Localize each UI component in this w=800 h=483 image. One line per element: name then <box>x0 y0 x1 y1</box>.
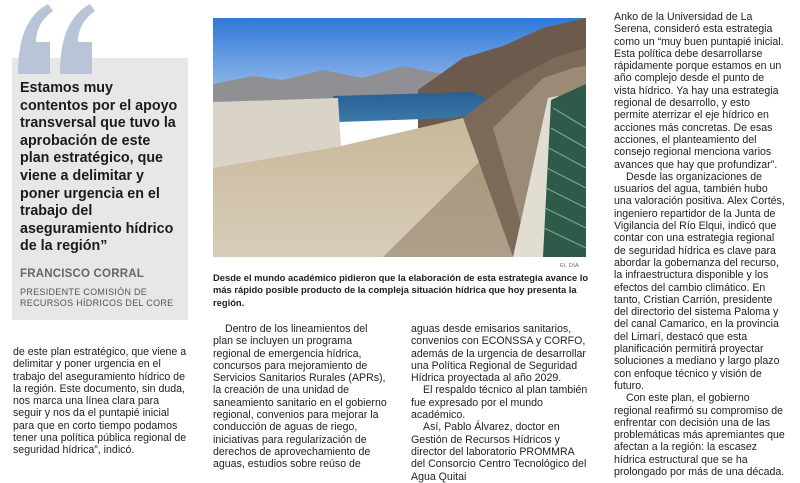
paragraph: Desde las organizaciones de usuarios del agua, también hubo una valoración positiva. Alex Cortés, ingeniero repartidor de la Junta de Vigilancia del Río Elqui, indicó que contar con una estrategia regional de seguridad hídrica es clave para abordar la gobernanza del recurso, la infraestructura disponible y los efectos del cambio climático. En tanto, Cristian Carrión, presidente del directorio del sistema Paloma y del canal Camarico, en la provincia del Limarí, destacó que esta planificación permitirá proyectar soluciones a mediano y largo plazo con enfoque técnico y visión de futuro. <box>614 170 785 392</box>
photo-credit: EL DÍA <box>560 263 580 269</box>
quote-mark-left <box>18 4 53 74</box>
article-column-1 <box>13 346 189 457</box>
article-column-3 <box>411 323 591 483</box>
photo-caption: Desde el mundo académico pidieron que la elaboración de esta estrategia avance lo más rápido posible producto de la compleja situación hídrica que hoy presenta la región. <box>213 272 589 308</box>
quote-mark-right <box>60 4 95 74</box>
quote-author: FRANCISCO CORRAL <box>20 268 144 280</box>
paragraph: Con este plan, el gobierno regional reafirmó su compromiso de enfrentar con decisión una de las problemáticas más apremiantes que afectan a la región: la escasez hídrica estructural que se ha prolongado por más de una década. <box>614 392 785 478</box>
article-column-2 <box>213 323 388 471</box>
paragraph: Así, Pablo Álvarez, doctor en Gestión de Recursos Hídricos y director del laboratorio PROMMRA del Consorcio Centro Tecnológico del Agua Quitai <box>411 421 587 483</box>
pull-quote: Estamos muy contentos por el apoyo transversal que tuvo la aprobación de este plan estratégico, que viene a delimitar y poner urgencia en el trabajo del aseguramiento hídrico de la región” <box>20 80 178 255</box>
dam-photo <box>213 18 586 257</box>
paragraph: de este plan estratégico, que viene a delimitar y poner urgencia en el trabajo del aseguramiento hídrico de la región. Este documento, sin duda, nos marca una línea clara para seguir y nos da el puntapié inicial para que en corto tiempo podamos tener una política pública regional de seguridad hídrica”, indicó. <box>13 346 187 457</box>
paragraph: Dentro de los lineamientos del plan se incluyen un programa regional de emergencia hídrica, concursos para mejoramiento de Servicios Sanitarios Rurales (APRs), la creación de una unidad de saneamiento sanitario en el gobierno regional, convenios para mejorar la conducción de aguas de riego, iniciativas para regularización de derechos de aprovechamiento de aguas, estudios sobre reúso de <box>213 323 387 471</box>
paragraph: El respaldo técnico al plan también fue expresado por el mundo académico. <box>411 384 588 422</box>
paragraph: Anko de la Universidad de La Serena, consideró esta estrategia como un “muy buen puntapié inicial. Esta política debe desarrollarse rápidamente porque estamos en un año complejo desde el punto de vista hídrico. Ya hay una estrategia regional de desarrollo, y esto permite aterrizar el eje hídrico en acciones más concretas. De esas acciones, el planteamiento del consejo regional menciona varios avances que hay que profundizar”. <box>614 11 784 171</box>
quote-author-role: PRESIDENTE COMISIÓN DE RECURSOS HÍDRICOS DEL CORE <box>20 287 174 308</box>
quote-mark-icon <box>12 0 102 80</box>
article-column-4 <box>614 11 788 478</box>
paragraph: aguas desde emisarios sanitarios, convenios con ECONSSA y CORFO, además de la urgencia de desarrollar una Política Regional de Seguridad Hídrica proyectada al año 2029. <box>411 323 586 385</box>
